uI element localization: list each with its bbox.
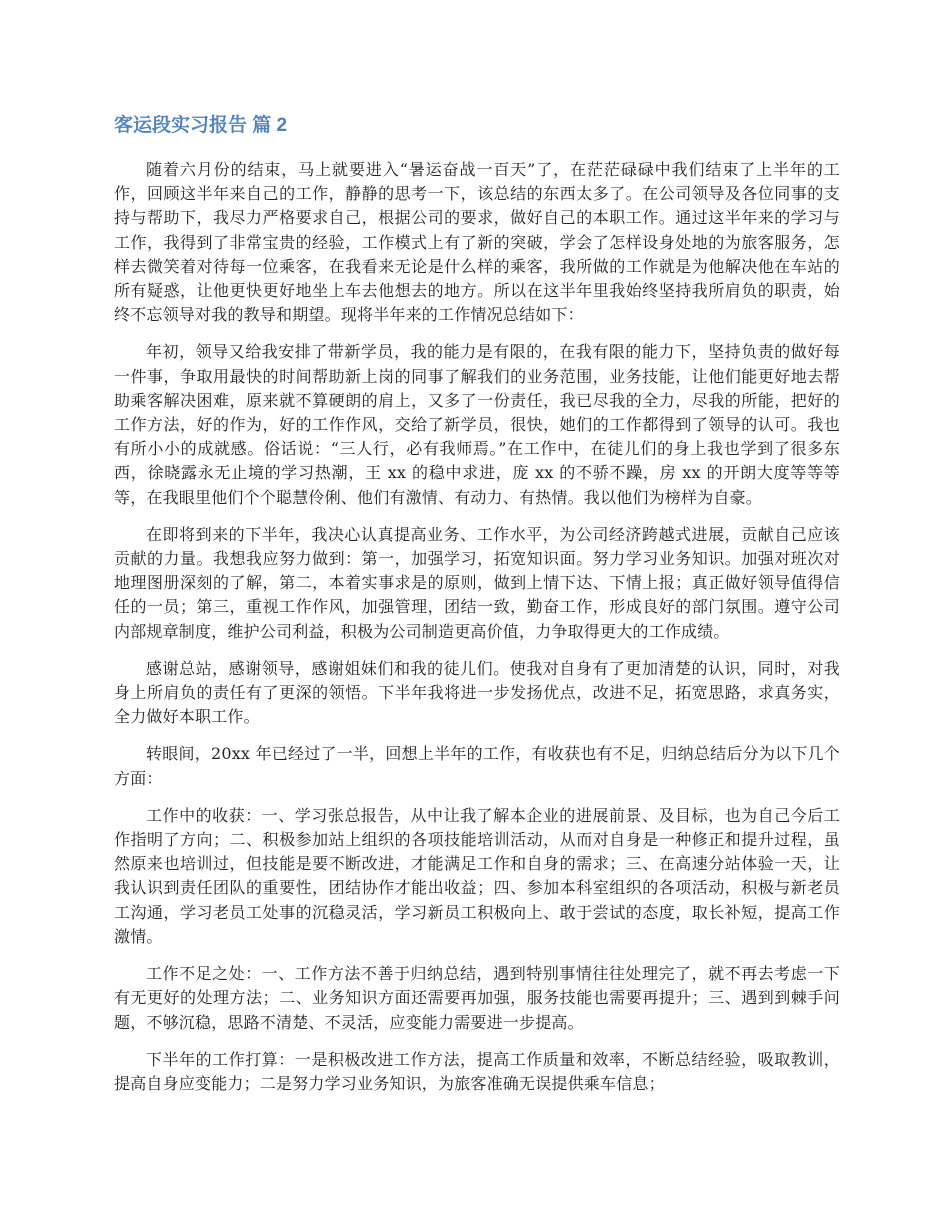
paragraph-7: 工作不足之处：一、工作方法不善于归纳总结，遇到特别事情往往处理完了，就不再去考虑一下有无更好的处理方法；二、业务知识方面还需要再加强，服务技能也需要再提升；三、遇到到棘手问题，不够沉稳，思路不清楚、不灵活，应变能力需要进一步提高。 xyxy=(114,964,840,1032)
paragraph-6: 工作中的收获：一、学习张总报告，从中让我了解本企业的进展前景、及目标，也为自己今后工作指明了方向；二、积极参加站上组织的各项技能培训活动，从而对自身是一种修正和提升过程，虽然原来也培训过，但技能是要不断改进，才能满足工作和自身的需求；三、在高速分站体验一天，让我认识到责任团队的重要性，团结协作才能出收益；四、参加本科室组织的各项活动，积极与新老员工沟通，学习老员工处事的沉稳灵活，学习新员工积极向上、敢于尝试的态度，取长补短，提高工作激情。 xyxy=(114,805,840,946)
paragraph-5: 转眼间，20xx 年已经过了一半，回想上半年的工作，有收获也有不足，归纳总结后分为以下几个方面： xyxy=(114,744,840,788)
document-page xyxy=(114,112,840,1109)
document-title: 客运段实习报告 篇 2 xyxy=(114,115,288,136)
paragraph-8: 下半年的工作打算：一是积极改进工作方法，提高工作质量和效率，不断总结经验，吸取教训，提高自身应变能力；二是努力学习业务知识，为旅客准确无误提供乘车信息； xyxy=(114,1049,840,1093)
paragraph-4: 感谢总站，感谢领导，感谢姐妹们和我的徒儿们。使我对自身有了更加清楚的认识，同时，对我身上所肩负的责任有了更深的领悟。下半年我将进一步发扬优点，改进不足，拓宽思路，求真务实，全力做好本职工作。 xyxy=(114,658,840,727)
paragraph-2: 年初，领导又给我安排了带新学员，我的能力是有限的，在我有限的能力下，坚持负责的做好每一件事，争取用最快的时间帮助新上岗的同事了解我们的业务范围，业务技能，让他们能更好地去帮助乘客解决困难，原来就不算硬朗的肩上，又多了一份责任，我已尽我的全力，尽我的所能，把好的工作方法，好的作为，好的工作作风，交给了新学员，很快，她们的工作都得到了领导的认可。我也有所小小的成就感。俗话说：“三人行，必有我师焉。”在工作中，在徒儿们的身上我也学到了很多东西，徐晓露永无止境的学习热潮，王 xx 的稳中求进，庞 xx 的不骄不躁，房 xx 的开朗大度等等等等，在我眼里他们个个聪慧伶俐、他们有激情、有动力、有热情。我以他们为榜样为自豪。 xyxy=(114,342,840,507)
paragraph-1: 随着六月份的结束，马上就要进入“暑运奋战一百天”了，在茫茫碌碌中我们结束了上半年的工作，回顾这半年来自己的工作，静静的思考一下，该总结的东西太多了。在公司领导及各位同事的支持与帮助下，我尽力严格要求自己，根据公司的要求，做好自己的本职工作。通过这半年来的学习与工作，我得到了非常宝贵的经验，工作模式上有了新的突破，学会了怎样设身处地的为旅客服务，怎样去微笑着对待每一位乘客，在我看来无论是什么样的乘客，我所做的工作就是为他解决他在车站的所有疑惑，让他更快更好地坐上车去他想去的地方。所以在这半年里我始终坚持我所肩负的职责，始终不忘领导对我的教导和期望。现将半年来的工作情况总结如下： xyxy=(114,160,840,325)
paragraph-3: 在即将到来的下半年，我决心认真提高业务、工作水平，为公司经济跨越式进展，贡献自己应该贡献的力量。我想我应努力做到：第一，加强学习，拓宽知识面。努力学习业务知识。加强对班次对地理图册深刻的了解，第二，本着实事求是的原则，做到上情下达、下情上报；真正做好领导值得信任的一员；第三，重视工作作风，加强管理，团结一致，勤奋工作，形成良好的部门氛围。遵守公司内部规章制度，维护公司利益，积极为公司制造更高价值，力争取得更大的工作成绩。 xyxy=(114,524,840,641)
